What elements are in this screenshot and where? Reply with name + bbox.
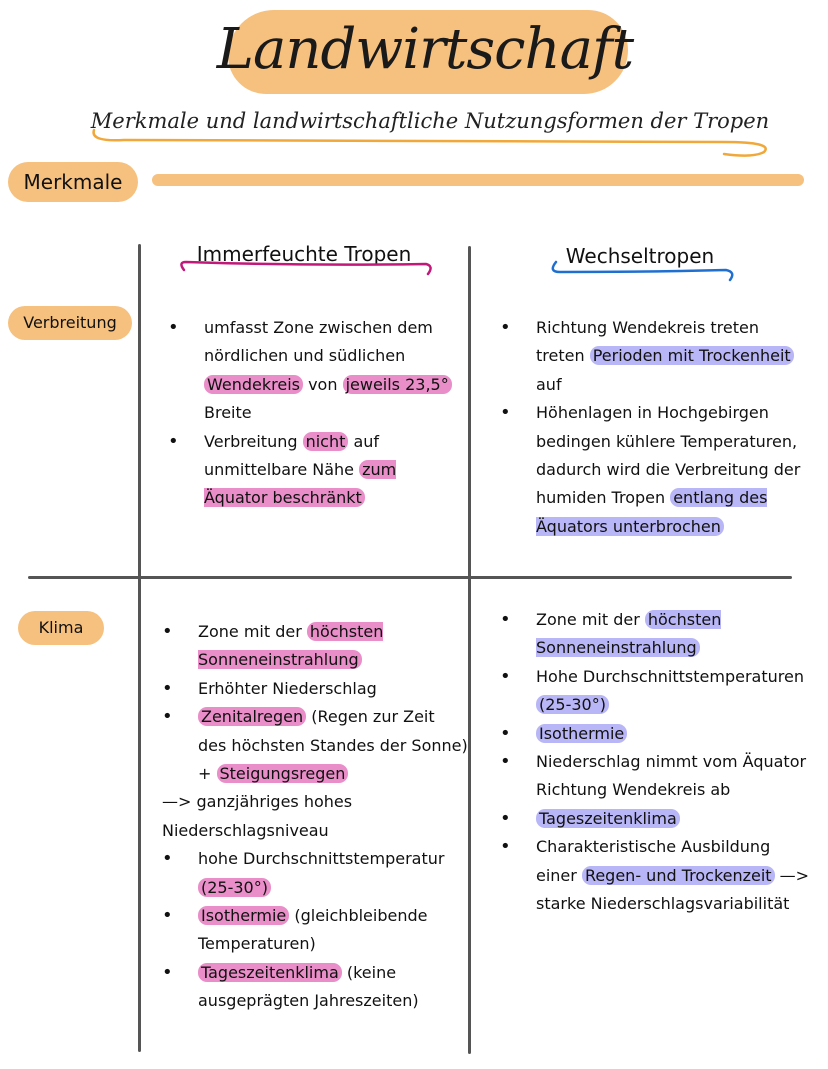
highlight: Wendekreis [204,375,303,394]
list-item: • Isothermie (gleichbleibende Temperaturen) [162,902,468,959]
highlight: (25-30°) [536,695,609,714]
highlight: Isothermie [536,724,627,743]
highlight: nicht [303,432,349,451]
list-item: • Tageszeitenklima (keine ausgeprägten Jahreszeiten) [162,959,468,1016]
list-item: • Erhöhter Niederschlag [162,675,468,703]
klima-immerfeuchte-list [162,618,468,1016]
highlight: entlang des Äquators unterbrochen [536,488,768,536]
page-title: Landwirtschaft [216,17,634,82]
highlight: Isothermie [198,906,289,925]
row-label-klima: Klima [18,611,104,645]
highlight: Zenitalregen [198,707,306,726]
section-divider [152,174,804,186]
highlight: Tageszeitenklima [536,809,680,828]
highlight: jeweils 23,5° [343,375,452,394]
row-label-verbreitung: Verbreitung [8,306,132,340]
highlight: Regen- und Trockenzeit [582,866,775,885]
column-header-immerfeuchte: Immerfeuchte Tropen [196,242,412,266]
list-item [500,805,810,833]
highlight: höchsten Sonneneinstrahlung [198,622,384,670]
highlight: zum Äquator beschränkt [204,460,397,508]
list-item: • Zenitalregen (Regen zur Zeit des höchsten Standes der Sonne) + Steigungsregen [162,703,468,788]
list-item: • Höhenlagen in Hochgebirgen bedingen kühlere Temperaturen, dadurch wird die Verbreitung der humiden Tropen entlang des Äquators unterbrochen [500,399,810,541]
grid-line-vertical-right [468,246,471,1054]
column-header-underline-left [176,256,436,280]
highlight: höchsten Sonneneinstrahlung [536,610,722,658]
page-subtitle: Merkmale und landwirtschaftliche Nutzungsformen der Tropen [90,109,770,133]
list-item: • hohe Durchschnittstemperatur (25-30°) [162,845,468,902]
list-item: • Hohe Durchschnittstemperaturen (25-30°) [500,663,810,720]
list-item-plain: —> ganzjähriges hohes Niederschlagsniveau [162,792,353,840]
list-item: • Niederschlag nimmt vom Äquator Richtung Wendekreis ab [500,748,810,805]
list-item [500,720,810,748]
verbreitung-immerfeuchte-list [168,314,464,513]
list-item: • umfasst Zone zwischen dem nördlichen und südlichen Wendekreis von jeweils 23,5° Breite [168,314,464,428]
column-header-wechseltropen: Wechseltropen [565,244,715,268]
list-item: • Charakteristische Ausbildung einer Regen- und Trockenzeit —> starke Niederschlagsvariabilität [500,833,810,918]
verbreitung-wechseltropen-list [500,314,810,541]
list-item: • Richtung Wendekreis treten treten Perioden mit Trockenheit auf [500,314,810,399]
highlight: Tageszeitenklima [198,963,342,982]
list-item: • Zone mit der höchsten Sonneneinstrahlung [500,606,810,663]
grid-line-vertical-left [138,244,141,1052]
list-item: • Zone mit der höchsten Sonneneinstrahlung [162,618,468,675]
list-item: • Verbreitung nicht auf unmittelbare Nähe zum Äquator beschränkt [168,428,464,513]
subtitle-underline [84,118,784,158]
highlight: Perioden mit Trockenheit [590,346,794,365]
grid-line-horizontal [28,576,792,579]
column-header-underline-right [546,258,742,284]
highlight: (25-30°) [198,878,271,897]
klima-wechseltropen-list [500,606,810,918]
section-label-merkmale: Merkmale [8,162,138,202]
highlight: Steigungsregen [217,764,349,783]
